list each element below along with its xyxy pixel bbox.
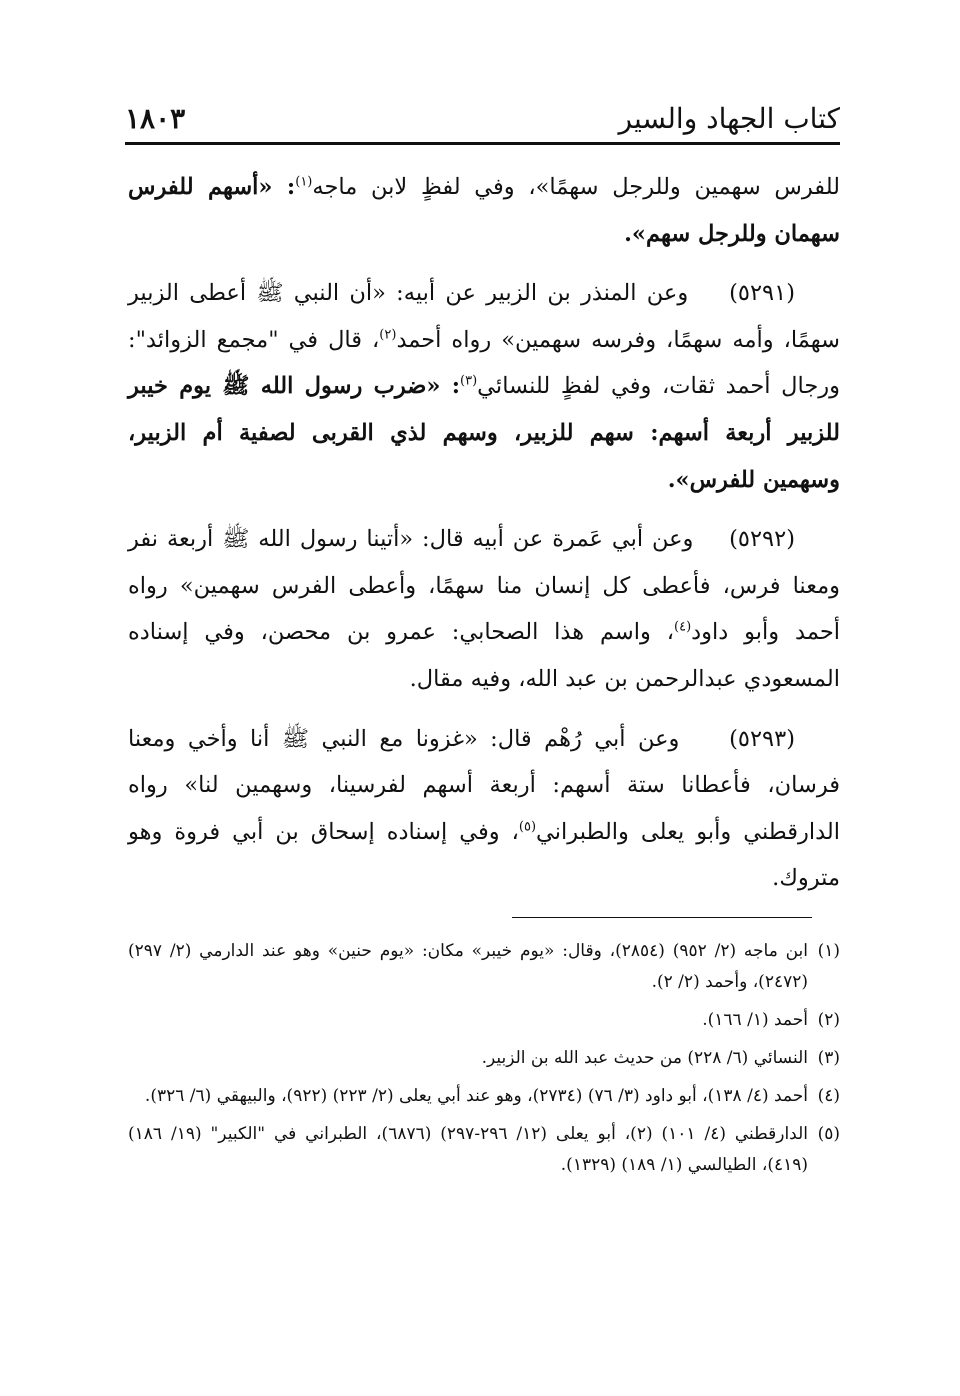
hadith-5291 bbox=[128, 270, 840, 503]
paragraph-text: وعن أبي عَمرة عن أبيه قال: «أتينا رسول الله ﷺ أربعة نفر ومعنا فرس، فأعطى كل إنسان منا سهمًا، وأعطى الفرس سهمين» رواه أحمد وأبو داود bbox=[128, 526, 840, 646]
book-title: كتاب الجهاد والسير bbox=[618, 102, 840, 135]
footnote-text: ابن ماجه (٢/ ٩٥٢) (٢٨٥٤)، وقال: «يوم خيبر» مكان: «يوم حنين» وهو عند الدارمي (٢/ ٢٩٧) (٢٤٧٢)، وأحمد (٢/ ٢). bbox=[128, 941, 809, 992]
footnote-number: (١) bbox=[817, 941, 841, 961]
hadith-5292 bbox=[128, 516, 840, 702]
paragraph-text: للفرس سهمين وللرجل سهمًا»، وفي لفظٍ لابن ماجه bbox=[312, 174, 840, 200]
paragraph-text: ، وفي إسناده إسحاق بن أبي فروة وهو متروك. bbox=[128, 818, 840, 892]
footnote-text: الدارقطني (٤/ ١٠١) (٢)، أبو يعلى (١٢/ ٢٩٦-٢٩٧) (٦٨٧٦)، الطبراني في "الكبير" (١٩/ ١٨٦) (٤١٩)، الطيالسي (١/ ١٨٩) (١٣٢٩). bbox=[128, 1124, 809, 1175]
paragraph-text: ، واسم هذا الصحابي: عمرو بن محصن، وفي إسناده المسعودي عبدالرحمن بن عبد الله، وفيه مقال. bbox=[128, 619, 840, 692]
footnote-3 bbox=[128, 1043, 840, 1074]
footnotes bbox=[128, 936, 840, 1188]
paragraph-text: : «أسهم للفرس سهمان وللرجل سهم». bbox=[128, 174, 840, 247]
paragraph-text: وعن المنذر بن الزبير عن أبيه: «أن النبي ﷺ أعطى الزبير سهمًا، وأمه سهمًا، وفرسه سهمين» رواه أحمد bbox=[128, 280, 840, 353]
running-header bbox=[125, 100, 840, 142]
footnote-ref[interactable]: (٥) bbox=[518, 819, 537, 835]
footnote-ref[interactable]: (١) bbox=[295, 174, 313, 190]
footnote-separator bbox=[512, 917, 812, 918]
main-text bbox=[128, 164, 840, 915]
footnote-number: (٣) bbox=[817, 1048, 840, 1068]
footnote-number: (٥) bbox=[817, 1124, 841, 1144]
footnote-4 bbox=[128, 1081, 840, 1112]
footnote-text: النسائي (٦/ ٢٢٨) من حديث عبد الله بن الزبير. bbox=[481, 1048, 808, 1068]
footnote-ref[interactable]: (٤) bbox=[674, 619, 692, 635]
footnote-number: (٤) bbox=[817, 1086, 840, 1106]
footnote-number: (٢) bbox=[817, 1010, 840, 1030]
paragraph-text: وعن أبي رُهْم قال: «غزونا مع النبي ﷺ أنا وأخي ومعنا فرسان، فأعطانا ستة أسهم: أربعة أسهم لفرسينا، وسهمين لنا» رواه الدارقطني وأبو يعلى والطبراني bbox=[128, 725, 840, 845]
footnote-ref[interactable]: (٢) bbox=[379, 327, 397, 343]
footnote-5 bbox=[128, 1119, 840, 1181]
page-number: ١٨٠٣ bbox=[125, 102, 186, 135]
footnote-1 bbox=[128, 936, 840, 998]
footnote-text: أحمد (٤/ ١٣٨)، أبو داود (٣/ ٧٦) (٢٧٣٤)، وهو عند أبي يعلى (٢/ ٢٢٣) (٩٢٢)، والبيهقي (٦/ ٣٢٦). bbox=[144, 1086, 808, 1106]
paragraph-continuation bbox=[128, 164, 840, 257]
hadith-5293 bbox=[128, 716, 840, 902]
footnote-2 bbox=[128, 1005, 840, 1036]
hadith-number: (٥٢٩١) bbox=[729, 280, 796, 307]
footnote-text: أحمد (١/ ١٦٦). bbox=[702, 1010, 808, 1030]
header-rule bbox=[125, 142, 840, 145]
hadith-number: (٥٢٩٣) bbox=[729, 725, 796, 752]
paragraph-text: : «ضرب رسول الله ﷺ يوم خيبر للزبير أربعة أسهم: سهم للزبير، وسهم لذي القربى لصفية أم الزبير، وسهمين للفرس». bbox=[128, 373, 840, 493]
footnote-ref[interactable]: (٣) bbox=[460, 373, 478, 389]
paragraph-text: ، قال في "مجمع الزوائد": ورجال أحمد ثقات، وفي لفظٍ للنسائي bbox=[128, 326, 840, 400]
hadith-number: (٥٢٩٢) bbox=[729, 526, 795, 553]
